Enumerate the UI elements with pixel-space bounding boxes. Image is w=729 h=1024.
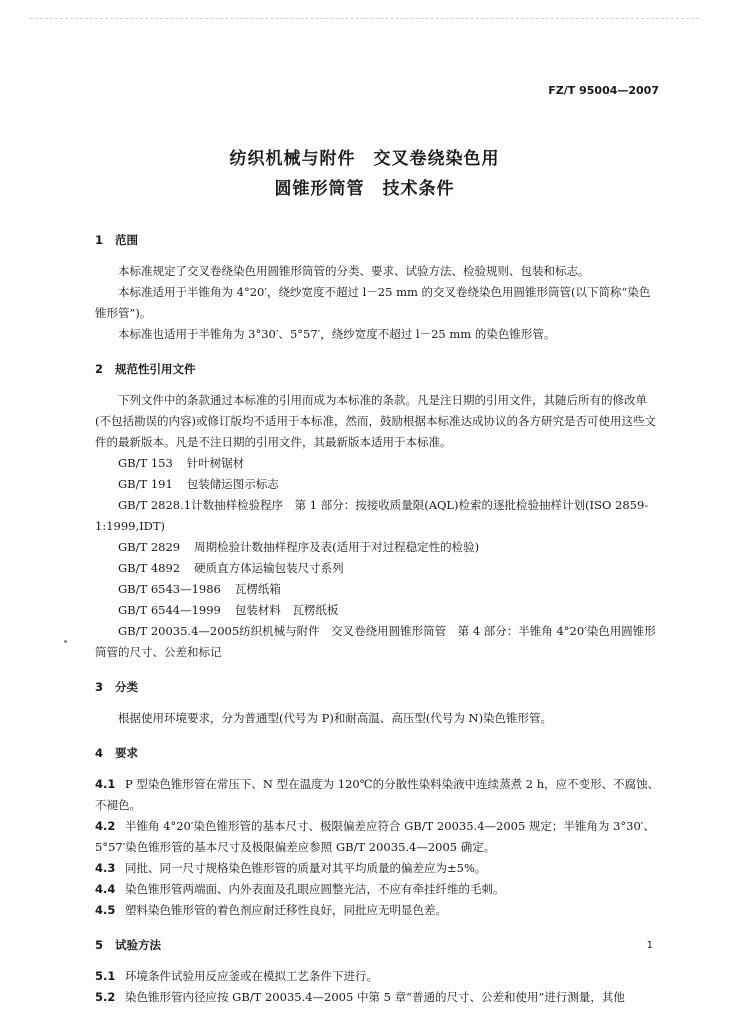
clause-list: [95, 966, 660, 1008]
clause-item: 4.3 同批、同一尺寸规格染色锥形管的质量对其平均质量的偏差应为±5%。: [95, 861, 487, 875]
paragraph: 根据使用环境要求，分为普通型(代号为 P)和耐高温、高压型(代号为 N)染色锥形管。: [118, 711, 553, 725]
section-heading-references: 2 规范性引用文件: [95, 362, 196, 376]
clause-list: [95, 774, 660, 921]
standard-code: FZ/T 95004—2007: [548, 84, 659, 97]
reference-item: GB/T 20035.4—2005纺织机械与附件 交叉卷绕用圆锥形筒管 第 4 部分：半锥角 4°20′染色用圆锥形筒管的尺寸、公差和标记: [95, 624, 656, 659]
reference-item: GB/T 6544—1999 包装材料 瓦楞纸板: [118, 603, 339, 617]
document-title: [0, 144, 729, 204]
section-heading-requirements: 4 要求: [95, 746, 138, 760]
clause-item: 4.2 半锥角 4°20′染色锥形管的基本尺寸、极限偏差应符合 GB/T 20035.4—2005 规定；半锥角为 3°30′、5°57′染色锥形管的基本尺寸及极限偏差应参照 GB/T 20035.4—2005 确定。: [95, 819, 655, 854]
top-border: [30, 18, 699, 19]
section-heading-scope: 1 范围: [95, 233, 138, 247]
paragraph: 下列文件中的条款通过本标准的引用而成为本标准的条款。凡是注日期的引用文件，其随后所有的修改单(不包括勘误的内容)或修订版均不适用于本标准，然而，鼓励根据本标准达成协议的各方研究是否可使用这些文件的最新版本。凡是不注日期的引用文件，其最新版本适用于本标准。: [95, 393, 656, 449]
section-heading-test-methods: 5 试验方法: [95, 938, 161, 952]
paragraph: 本标准规定了交叉卷绕染色用圆锥形筒管的分类、要求、试验方法、检验规则、包装和标志。: [118, 264, 590, 278]
section-heading-classification: 3 分类: [95, 680, 138, 694]
clause-item: 5.1 环境条件试验用反应釜或在模拟工艺条件下进行。: [95, 969, 378, 983]
document-body: [95, 230, 660, 1008]
reference-list: [95, 453, 660, 663]
scan-speck: [64, 640, 67, 643]
page-number: 1: [646, 940, 653, 951]
reference-item: GB/T 4892 硬质直方体运输包装尺寸系列: [118, 561, 344, 575]
reference-item: GB/T 2828.1计数抽样检验程序 第 1 部分：按接收质量限(AQL)检索的逐批检验抽样计划(ISO 2859-1:1999,IDT): [95, 498, 649, 533]
paragraph: 本标准也适用于半锥角为 3°30′、5°57′，绕纱宽度不超过 l－25 mm 的染色锥形管。: [118, 327, 556, 341]
paragraph: 本标准适用于半锥角为 4°20′，绕纱宽度不超过 l－25 mm 的交叉卷绕染色用圆锥形筒管(以下简称“染色锥形管”)。: [95, 285, 651, 320]
clause-item: 4.1 P 型染色锥形管在常压下、N 型在温度为 120℃的分散性染料染液中连续蒸煮 2 h，应不变形、不腐蚀、不褪色。: [95, 777, 660, 812]
title-part-2: 交叉卷绕染色用: [373, 149, 500, 169]
title-part-1: 纺织机械与附件: [229, 149, 356, 169]
reference-item: GB/T 191 包装储运图示标志: [118, 477, 279, 491]
reference-item: GB/T 6543—1986 瓦楞纸箱: [118, 582, 281, 596]
reference-item: GB/T 153 针叶树锯材: [118, 456, 245, 470]
reference-item: GB/T 2829 周期检验计数抽样程序及表(适用于对过程稳定性的检验): [118, 540, 480, 554]
clause-item: 5.2 染色锥形管内径应按 GB/T 20035.4—2005 中第 5 章“普通的尺寸、公差和使用”进行测量，其他: [95, 990, 625, 1004]
clause-item: 4.4 染色锥形管两端面、内外表面及孔眼应圆整光洁，不应有牵挂纤维的毛刺。: [95, 882, 505, 896]
clause-item: 4.5 塑料染色锥形管的着色剂应耐迁移性良好，同批应无明显色差。: [95, 903, 447, 917]
title-part-3: 圆锥形筒管: [274, 179, 365, 199]
title-part-4: 技术条件: [382, 179, 455, 199]
